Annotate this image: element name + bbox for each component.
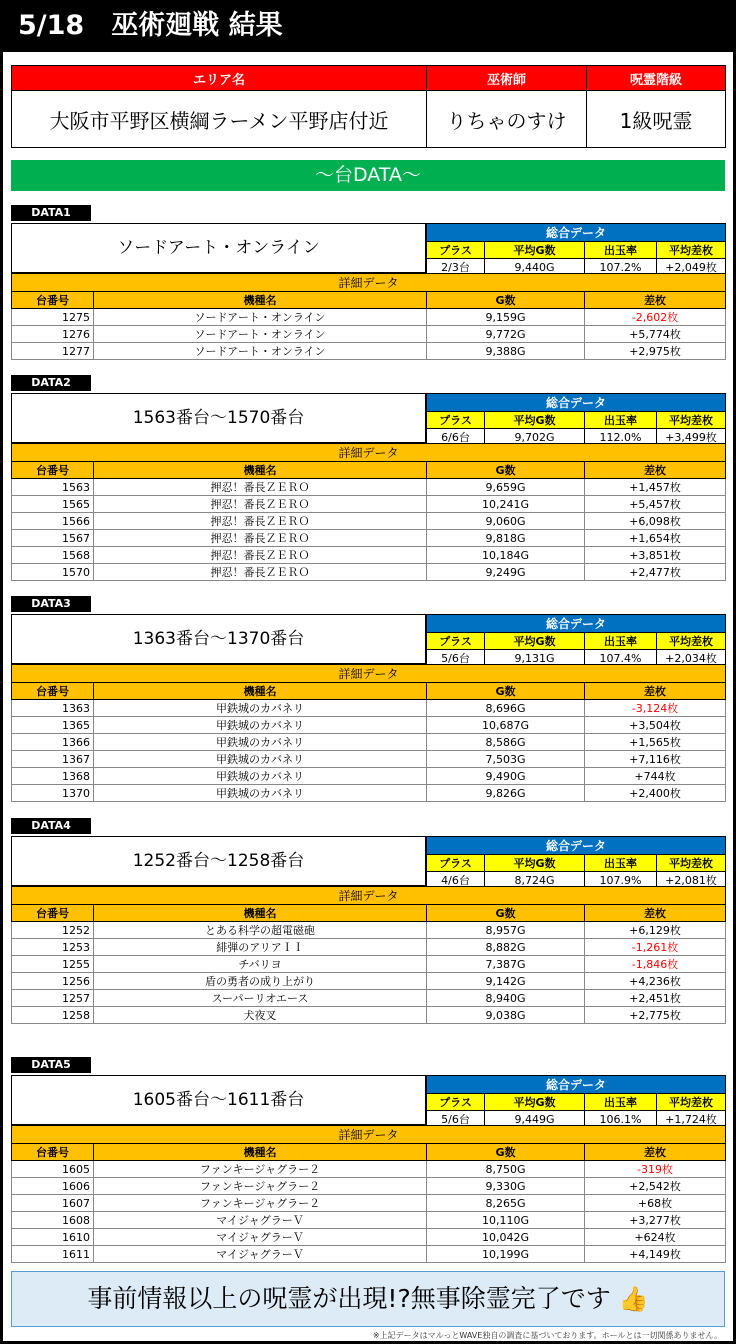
summary-title: 総合データ [427, 224, 726, 242]
table-row [12, 343, 726, 360]
coin-difference: +2,400枚 [585, 785, 726, 802]
machine-model: チバリヨ [94, 956, 427, 973]
footer-message: 事前情報以上の呪霊が出現!?無事除霊完了です [87, 1284, 611, 1313]
area-caster: りちゃのすけ [427, 91, 587, 148]
game-count: 8,957G [427, 922, 585, 939]
coin-difference: +2,975枚 [585, 343, 726, 360]
coin-difference: +4,149枚 [585, 1246, 726, 1263]
summary-table [426, 836, 726, 889]
summary-col-row [427, 855, 726, 872]
detail-col-header: 台番号 [12, 462, 94, 479]
machine-model: マイジャグラーＶ [94, 1229, 427, 1246]
block-name: 1563番台～1570番台 [11, 393, 426, 443]
detail-col-header: G数 [427, 292, 585, 309]
summary-col-header: 平均差枚 [657, 1094, 726, 1111]
summary-col-header: プラス [427, 242, 485, 259]
summary-value: 5/6台 [427, 650, 485, 667]
summary-title: 総合データ [427, 837, 726, 855]
detail-col-row [12, 1144, 726, 1161]
summary-value: 107.2% [585, 259, 657, 276]
area-header-row [12, 66, 726, 91]
machine-number: 1252 [12, 922, 94, 939]
summary-value: 4/6台 [427, 872, 485, 889]
summary-col-header: 平均G数 [485, 855, 585, 872]
machine-model: とある科学の超電磁砲 [94, 922, 427, 939]
summary-title: 総合データ [427, 1076, 726, 1094]
machine-model: 盾の勇者の成り上がり [94, 973, 427, 990]
summary-value: +1,724枚 [657, 1111, 726, 1128]
coin-difference: +3,504枚 [585, 717, 726, 734]
summary-table [426, 614, 726, 667]
detail-table [11, 273, 726, 360]
summary-header-row [427, 1076, 726, 1094]
table-row [12, 717, 726, 734]
table-row [12, 700, 726, 717]
detail-col-header: 機種名 [94, 683, 427, 700]
machine-model: ファンキージャグラー２ [94, 1178, 427, 1195]
machine-number: 1565 [12, 496, 94, 513]
summary-value: 107.9% [585, 872, 657, 889]
table-row [12, 309, 726, 326]
machine-model: 犬夜叉 [94, 1007, 427, 1024]
game-count: 9,038G [427, 1007, 585, 1024]
table-row [12, 564, 726, 581]
detail-col-header: G数 [427, 462, 585, 479]
machine-number: 1255 [12, 956, 94, 973]
footer-message-box [11, 1271, 725, 1327]
data-tag: DATA4 [11, 818, 91, 834]
detail-header-row [12, 665, 726, 683]
game-count: 8,265G [427, 1195, 585, 1212]
summary-col-row [427, 412, 726, 429]
machine-model: ソードアート・オンライン [94, 326, 427, 343]
summary-col-header: 出玉率 [585, 242, 657, 259]
detail-col-header: 差枚 [585, 292, 726, 309]
table-row [12, 973, 726, 990]
detail-header-row [12, 444, 726, 462]
detail-col-header: G数 [427, 1144, 585, 1161]
summary-header-row [427, 224, 726, 242]
summary-col-header: 出玉率 [585, 412, 657, 429]
detail-col-header: 台番号 [12, 1144, 94, 1161]
detail-header-row [12, 1126, 726, 1144]
detail-table [11, 664, 726, 802]
detail-table [11, 1125, 726, 1263]
table-row [12, 956, 726, 973]
summary-value: 106.1% [585, 1111, 657, 1128]
block-name: 1363番台～1370番台 [11, 614, 426, 664]
summary-table [426, 223, 726, 276]
game-count: 7,503G [427, 751, 585, 768]
detail-title: 詳細データ [12, 1126, 726, 1144]
coin-difference: +1,457枚 [585, 479, 726, 496]
machine-number: 1570 [12, 564, 94, 581]
machine-number: 1276 [12, 326, 94, 343]
summary-col-header: 出玉率 [585, 1094, 657, 1111]
game-count: 8,696G [427, 700, 585, 717]
machine-number: 1365 [12, 717, 94, 734]
machine-model: マイジャグラーＶ [94, 1212, 427, 1229]
summary-header-row [427, 837, 726, 855]
summary-title: 総合データ [427, 394, 726, 412]
detail-col-header: 機種名 [94, 292, 427, 309]
table-row [12, 1178, 726, 1195]
detail-col-row [12, 905, 726, 922]
summary-col-header: プラス [427, 855, 485, 872]
machine-number: 1610 [12, 1229, 94, 1246]
coin-difference: +5,774枚 [585, 326, 726, 343]
thumbs-up-icon: 👍 [618, 1285, 649, 1313]
detail-col-header: 差枚 [585, 683, 726, 700]
machine-number: 1258 [12, 1007, 94, 1024]
coin-difference: +1,565枚 [585, 734, 726, 751]
block-name: ソードアート・オンライン [11, 223, 426, 273]
coin-difference: +1,654枚 [585, 530, 726, 547]
table-row [12, 547, 726, 564]
game-count: 10,110G [427, 1212, 585, 1229]
detail-col-header: 機種名 [94, 462, 427, 479]
table-row [12, 530, 726, 547]
table-row [12, 1007, 726, 1024]
machine-model: ソードアート・オンライン [94, 343, 427, 360]
game-count: 9,659G [427, 479, 585, 496]
machine-number: 1256 [12, 973, 94, 990]
summary-value: 9,449G [485, 1111, 585, 1128]
block-name: 1605番台～1611番台 [11, 1075, 426, 1125]
detail-col-header: 差枚 [585, 905, 726, 922]
machine-model: 甲鉄城のカバネリ [94, 751, 427, 768]
machine-number: 1568 [12, 547, 94, 564]
machine-model: 押忍！番長ＺＥＲＯ [94, 496, 427, 513]
coin-difference: +5,457枚 [585, 496, 726, 513]
game-count: 8,940G [427, 990, 585, 1007]
game-count: 9,060G [427, 513, 585, 530]
machine-number: 1367 [12, 751, 94, 768]
area-header-location: エリア名 [12, 66, 427, 91]
detail-col-header: 台番号 [12, 292, 94, 309]
table-row [12, 990, 726, 1007]
game-count: 10,199G [427, 1246, 585, 1263]
table-row [12, 734, 726, 751]
game-count: 9,249G [427, 564, 585, 581]
summary-col-header: 平均G数 [485, 633, 585, 650]
summary-title: 総合データ [427, 615, 726, 633]
machine-number: 1563 [12, 479, 94, 496]
machine-model: 甲鉄城のカバネリ [94, 734, 427, 751]
summary-col-row [427, 633, 726, 650]
area-location: 大阪市平野区横綱ラーメン平野店付近 [12, 91, 427, 148]
summary-col-header: 平均G数 [485, 1094, 585, 1111]
detail-col-header: G数 [427, 905, 585, 922]
summary-col-header: 出玉率 [585, 855, 657, 872]
game-count: 10,687G [427, 717, 585, 734]
summary-value: 107.4% [585, 650, 657, 667]
coin-difference: +744枚 [585, 768, 726, 785]
table-row [12, 768, 726, 785]
coin-difference: +6,129枚 [585, 922, 726, 939]
machine-model: 押忍！番長ＺＥＲＯ [94, 564, 427, 581]
machine-model: 緋弾のアリアＩＩ [94, 939, 427, 956]
section-title: ～台DATA～ [11, 160, 725, 191]
machine-number: 1611 [12, 1246, 94, 1263]
footer-note: ※上記データはマルっとWAVE独自の調査に基づいております。ホールとは一切関係ありません。 [372, 1331, 722, 1340]
detail-title: 詳細データ [12, 444, 726, 462]
machine-model: 甲鉄城のカバネリ [94, 768, 427, 785]
detail-title: 詳細データ [12, 274, 726, 292]
table-row [12, 1229, 726, 1246]
summary-col-row [427, 1094, 726, 1111]
summary-col-header: 平均差枚 [657, 412, 726, 429]
detail-col-header: 台番号 [12, 905, 94, 922]
game-count: 9,818G [427, 530, 585, 547]
summary-header-row [427, 394, 726, 412]
game-count: 8,882G [427, 939, 585, 956]
area-value-row [12, 91, 726, 148]
detail-col-row [12, 292, 726, 309]
summary-col-header: 平均差枚 [657, 855, 726, 872]
coin-difference: +2,775枚 [585, 1007, 726, 1024]
data-tag: DATA2 [11, 375, 91, 391]
machine-number: 1607 [12, 1195, 94, 1212]
coin-difference: -1,846枚 [585, 956, 726, 973]
area-table [11, 65, 726, 148]
detail-title: 詳細データ [12, 887, 726, 905]
coin-difference: +2,477枚 [585, 564, 726, 581]
machine-model: 甲鉄城のカバネリ [94, 717, 427, 734]
table-row [12, 1246, 726, 1263]
coin-difference: +2,451枚 [585, 990, 726, 1007]
data-tag: DATA5 [11, 1057, 91, 1073]
machine-model: 甲鉄城のカバネリ [94, 700, 427, 717]
table-row [12, 513, 726, 530]
data-tag: DATA3 [11, 596, 91, 612]
block-name: 1252番台～1258番台 [11, 836, 426, 886]
machine-model: ソードアート・オンライン [94, 309, 427, 326]
summary-table [426, 1075, 726, 1128]
area-rank: 1級呪霊 [587, 91, 726, 148]
game-count: 9,142G [427, 973, 585, 990]
summary-value: 8,724G [485, 872, 585, 889]
page-title: 5/18 巫術廻戦 結果 [0, 0, 736, 52]
summary-value: 112.0% [585, 429, 657, 446]
area-header-caster: 巫術師 [427, 66, 587, 91]
summary-col-header: 平均差枚 [657, 242, 726, 259]
machine-number: 1368 [12, 768, 94, 785]
machine-number: 1608 [12, 1212, 94, 1229]
detail-col-header: 差枚 [585, 1144, 726, 1161]
machine-number: 1257 [12, 990, 94, 1007]
table-row [12, 751, 726, 768]
table-row [12, 922, 726, 939]
game-count: 9,490G [427, 768, 585, 785]
summary-col-header: 平均G数 [485, 412, 585, 429]
game-count: 8,750G [427, 1161, 585, 1178]
coin-difference: +7,116枚 [585, 751, 726, 768]
summary-table [426, 393, 726, 446]
machine-number: 1275 [12, 309, 94, 326]
coin-difference: +3,277枚 [585, 1212, 726, 1229]
machine-model: ファンキージャグラー２ [94, 1195, 427, 1212]
table-row [12, 479, 726, 496]
game-count: 9,826G [427, 785, 585, 802]
detail-header-row [12, 887, 726, 905]
summary-value: 9,702G [485, 429, 585, 446]
machine-number: 1370 [12, 785, 94, 802]
machine-number: 1277 [12, 343, 94, 360]
table-row [12, 1212, 726, 1229]
detail-title: 詳細データ [12, 665, 726, 683]
summary-col-row [427, 242, 726, 259]
machine-model: 押忍！番長ＺＥＲＯ [94, 530, 427, 547]
summary-col-header: 平均G数 [485, 242, 585, 259]
summary-value: 9,440G [485, 259, 585, 276]
coin-difference: +2,542枚 [585, 1178, 726, 1195]
summary-value: +2,049枚 [657, 259, 726, 276]
summary-value: +3,499枚 [657, 429, 726, 446]
machine-model: スーパーリオエース [94, 990, 427, 1007]
game-count: 8,586G [427, 734, 585, 751]
data-tag: DATA1 [11, 205, 91, 221]
summary-col-header: プラス [427, 633, 485, 650]
coin-difference: -1,261枚 [585, 939, 726, 956]
summary-value: 2/3台 [427, 259, 485, 276]
game-count: 10,184G [427, 547, 585, 564]
detail-col-header: 機種名 [94, 1144, 427, 1161]
summary-value: +2,081枚 [657, 872, 726, 889]
machine-number: 1606 [12, 1178, 94, 1195]
area-header-rank: 呪霊階級 [587, 66, 726, 91]
machine-model: 甲鉄城のカバネリ [94, 785, 427, 802]
summary-value: +2,034枚 [657, 650, 726, 667]
game-count: 7,387G [427, 956, 585, 973]
machine-model: 押忍！番長ＺＥＲＯ [94, 513, 427, 530]
summary-value: 9,131G [485, 650, 585, 667]
game-count: 10,241G [427, 496, 585, 513]
summary-col-header: 出玉率 [585, 633, 657, 650]
machine-model: マイジャグラーＶ [94, 1246, 427, 1263]
table-row [12, 785, 726, 802]
detail-col-row [12, 462, 726, 479]
detail-header-row [12, 274, 726, 292]
coin-difference: +6,098枚 [585, 513, 726, 530]
game-count: 9,159G [427, 309, 585, 326]
coin-difference: +4,236枚 [585, 973, 726, 990]
coin-difference: -319枚 [585, 1161, 726, 1178]
table-row [12, 939, 726, 956]
detail-col-header: 台番号 [12, 683, 94, 700]
table-row [12, 496, 726, 513]
summary-col-header: 平均差枚 [657, 633, 726, 650]
detail-table [11, 886, 726, 1024]
coin-difference: -3,124枚 [585, 700, 726, 717]
detail-col-row [12, 683, 726, 700]
detail-table [11, 443, 726, 581]
coin-difference: +624枚 [585, 1229, 726, 1246]
summary-value: 6/6台 [427, 429, 485, 446]
machine-number: 1363 [12, 700, 94, 717]
summary-col-header: プラス [427, 1094, 485, 1111]
machine-number: 1567 [12, 530, 94, 547]
machine-number: 1366 [12, 734, 94, 751]
machine-model: 押忍！番長ＺＥＲＯ [94, 479, 427, 496]
summary-col-header: プラス [427, 412, 485, 429]
table-row [12, 1195, 726, 1212]
game-count: 9,330G [427, 1178, 585, 1195]
machine-model: ファンキージャグラー２ [94, 1161, 427, 1178]
machine-number: 1253 [12, 939, 94, 956]
coin-difference: +68枚 [585, 1195, 726, 1212]
coin-difference: +3,851枚 [585, 547, 726, 564]
machine-model: 押忍！番長ＺＥＲＯ [94, 547, 427, 564]
summary-value: 5/6台 [427, 1111, 485, 1128]
game-count: 10,042G [427, 1229, 585, 1246]
detail-col-header: 差枚 [585, 462, 726, 479]
summary-header-row [427, 615, 726, 633]
game-count: 9,388G [427, 343, 585, 360]
detail-col-header: 機種名 [94, 905, 427, 922]
game-count: 9,772G [427, 326, 585, 343]
machine-number: 1566 [12, 513, 94, 530]
detail-col-header: G数 [427, 683, 585, 700]
table-row [12, 326, 726, 343]
coin-difference: -2,602枚 [585, 309, 726, 326]
table-row [12, 1161, 726, 1178]
machine-number: 1605 [12, 1161, 94, 1178]
